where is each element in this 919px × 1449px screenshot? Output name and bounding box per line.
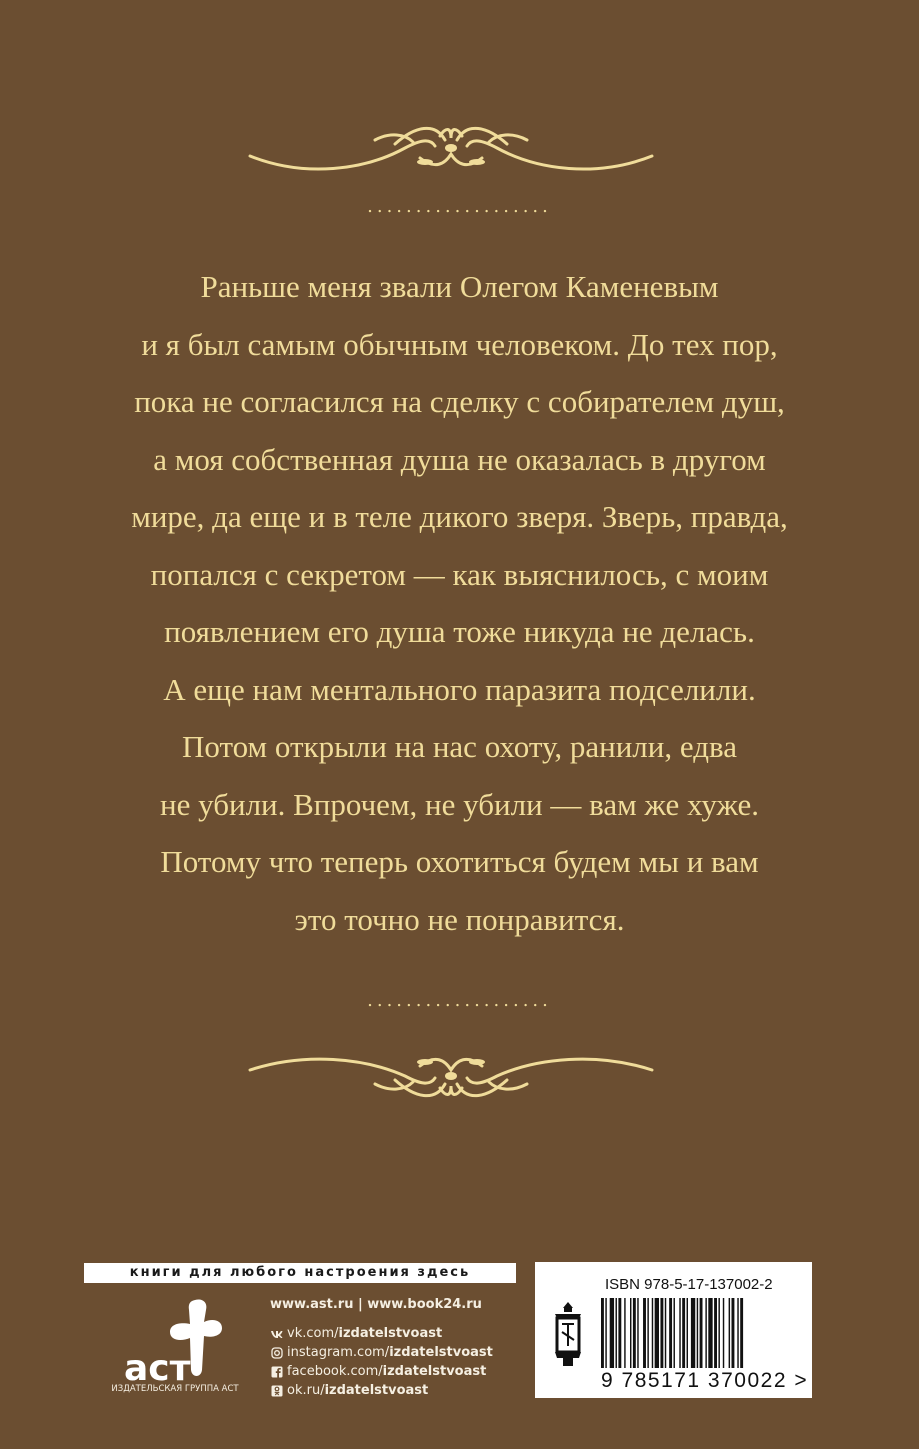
social-prefix: facebook.com/ (287, 1364, 383, 1379)
social-handle: izdatelstvoast (389, 1345, 493, 1360)
instagram-icon (270, 1346, 283, 1359)
blurb-line: мире, да еще и в теле дикого зверя. Зверь, правда, (131, 499, 788, 534)
top-ornament (245, 118, 657, 188)
publisher-links (270, 1297, 530, 1400)
dotted-divider-top: ................... (367, 196, 552, 217)
blurb-line: Раньше меня звали Олегом Каменевым (200, 269, 719, 304)
blurb-line: пока не согласился на сделку с собирателем душ, (134, 384, 785, 419)
isbn-digits: 9 785171 370022 > (601, 1369, 809, 1392)
blurb-line: а моя собственная душа не оказалась в другом (153, 441, 766, 477)
book-blurb (60, 258, 859, 948)
blurb-line: не убили. Впрочем, не убили — вам же хуже. (160, 786, 759, 822)
blurb-line: появлением его душа тоже никуда не делась. (164, 614, 755, 649)
social-prefix: instagram.com/ (287, 1345, 390, 1360)
social-link-instagram[interactable] (270, 1343, 530, 1362)
blurb-line: Потому что теперь охотиться будем мы и вам (160, 844, 759, 879)
vk-icon (270, 1327, 283, 1340)
blurb-line: попался с секретом — как выяснилось, с моим (150, 556, 769, 592)
social-link-vk[interactable] (270, 1324, 530, 1343)
blurb-line: и я был самым обычным человеком. До тех пор, (141, 326, 778, 362)
blurb-line: Потом открыли на нас охоту, ранили, едва (182, 729, 737, 764)
bottom-ornament (245, 1040, 657, 1110)
dotted-divider-bottom: ................... (367, 990, 552, 1011)
lantern-imprint-icon (549, 1300, 587, 1370)
footer-slogan-band: книги для любого настроения здесь (84, 1263, 516, 1283)
blurb-line: это точно не понравится. (294, 901, 625, 937)
blurb-line: А еще нам ментального паразита подселили. (163, 671, 756, 707)
social-handle: izdatelstvoast (382, 1364, 487, 1379)
isbn-barcode-box (535, 1262, 812, 1398)
publisher-sites[interactable]: www.ast.ru | www.book24.ru (270, 1297, 482, 1312)
social-prefix: vk.com/ (287, 1326, 339, 1341)
social-prefix: ok.ru/ (287, 1383, 325, 1398)
barcode-icon (601, 1298, 791, 1368)
odnoklassniki-icon (270, 1384, 283, 1397)
social-handle: izdatelstvoast (338, 1326, 443, 1341)
social-link-odnoklassniki[interactable] (270, 1381, 530, 1400)
facebook-icon (270, 1365, 283, 1378)
isbn-label: ISBN 978-5-17-137002-2 (605, 1276, 773, 1293)
publisher-caption: ИЗДАТЕЛЬСКАЯ ГРУППА АСТ (111, 1384, 239, 1394)
social-handle: izdatelstvoast (324, 1383, 429, 1398)
ast-logo-icon (100, 1296, 250, 1396)
ast-logo-text: аст (124, 1348, 191, 1389)
social-link-facebook[interactable] (270, 1362, 530, 1381)
